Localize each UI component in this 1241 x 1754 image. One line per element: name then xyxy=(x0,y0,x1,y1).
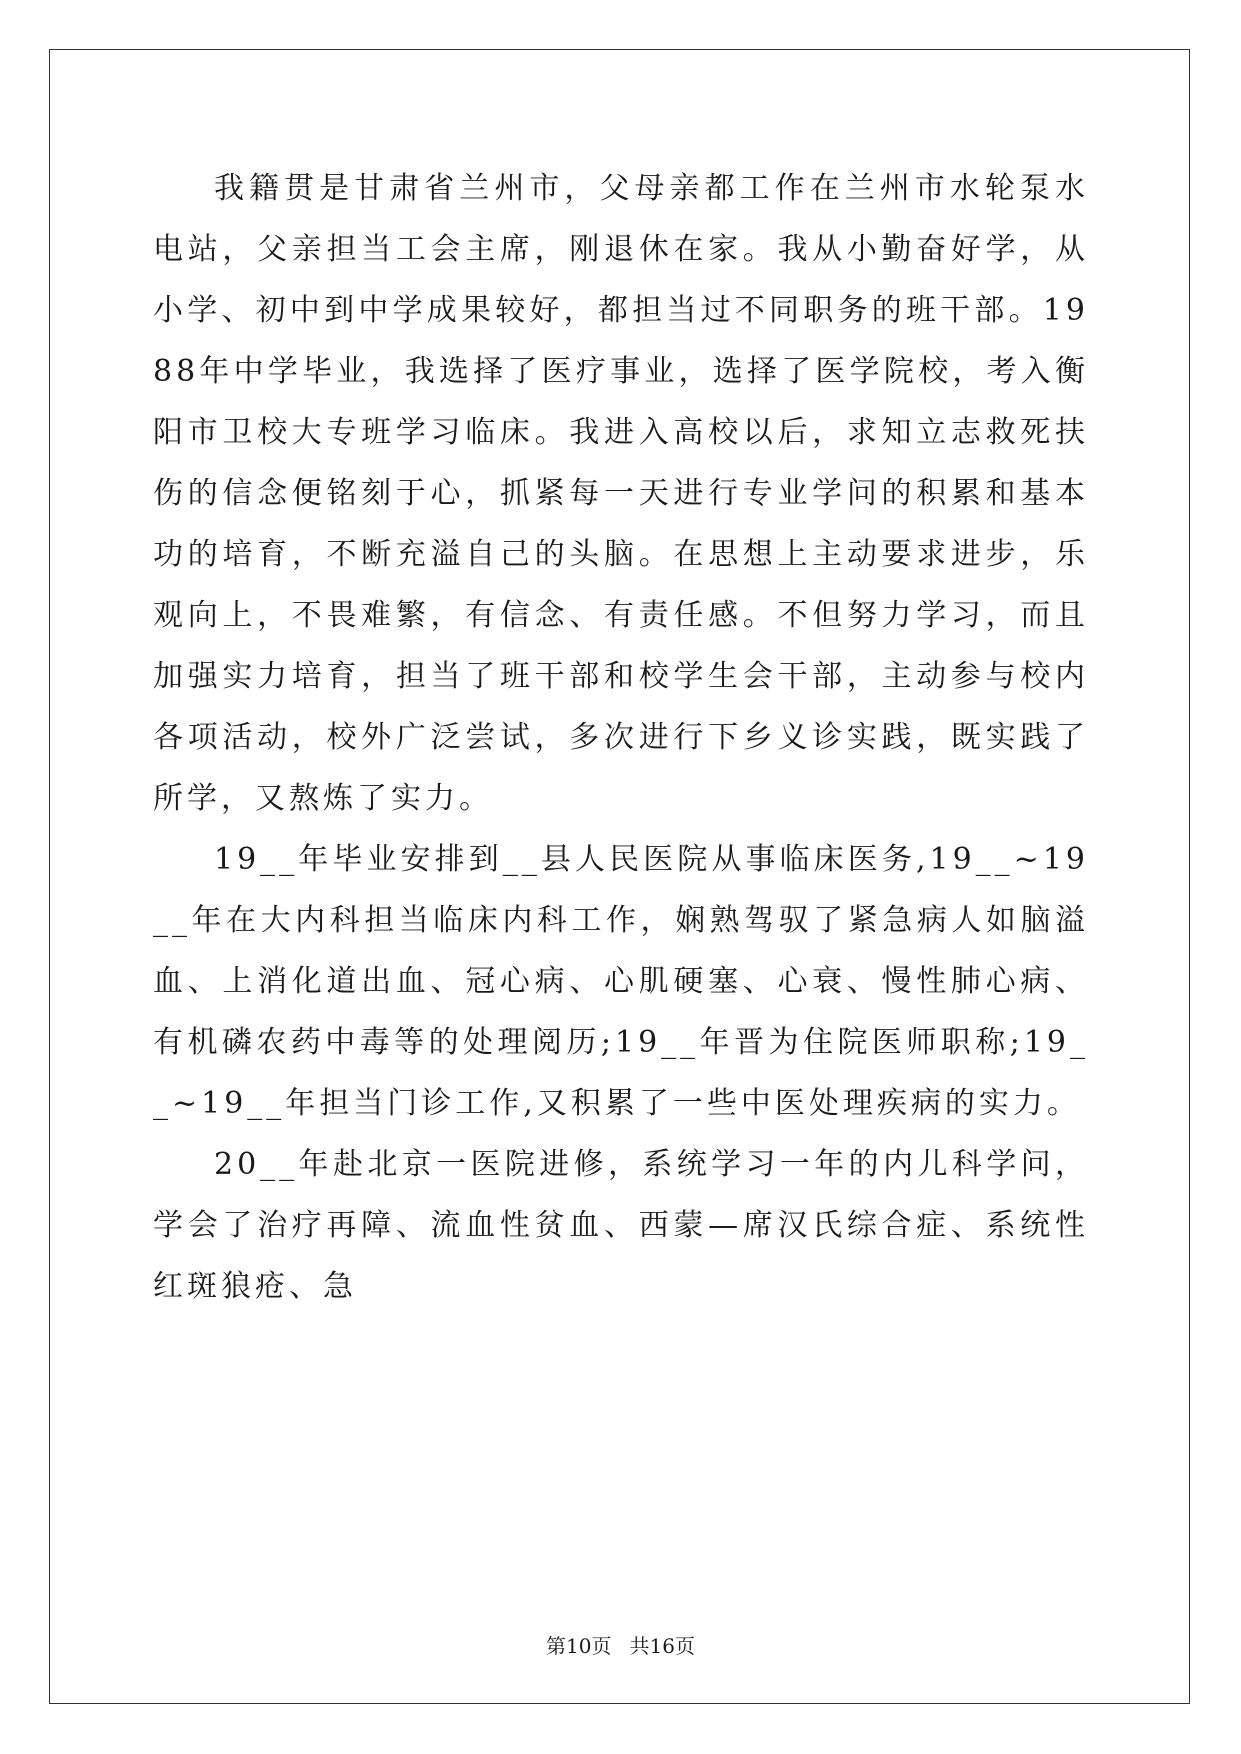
page-total: 共16页 xyxy=(629,1634,695,1658)
page-number: 第10页 xyxy=(546,1634,612,1658)
paragraph-2: 19__年毕业安排到__县人民医院从事临床医务,19__~19__年在大内科担当临床内科工作，娴熟驾驭了紧急病人如脑溢血、上消化道出血、冠心病、心肌硬塞、心衰、慢性肺心病、有机磷农药中毒等的处理阅历;19__年晋为住院医师职称;19__~19__年担当门诊工作,又积累了一些中医处理疾病的实力。 xyxy=(153,842,1089,1121)
document-body xyxy=(153,158,1089,1317)
page-footer xyxy=(0,1634,1241,1658)
paragraph-3: 20__年赴北京一医院进修，系统学习一年的内儿科学问，学会了治疗再障、流血性贫血、西蒙—席汉氏综合症、系统性红斑狼疮、急 xyxy=(153,1147,1089,1304)
paragraph-1: 我籍贯是甘肃省兰州市，父母亲都工作在兰州市水轮泵水电站，父亲担当工会主席，刚退休在家。我从小勤奋好学，从小学、初中到中学成果较好，都担当过不同职务的班干部。1988年中学毕业，我选择了医疗事业，选择了医学院校，考入衡阳市卫校大专班学习临床。我进入高校以后，求知立志救死扶伤的信念便铭刻于心，抓紧每一天进行专业学问的积累和基本功的培育，不断充溢自己的头脑。在思想上主动要求进步，乐观向上，不畏难繁，有信念、有责任感。不但努力学习，而且加强实力培育，担当了班干部和校学生会干部，主动参与校内各项活动，校外广泛尝试，多次进行下乡义诊实践，既实践了所学，又熬炼了实力。 xyxy=(153,171,1089,816)
